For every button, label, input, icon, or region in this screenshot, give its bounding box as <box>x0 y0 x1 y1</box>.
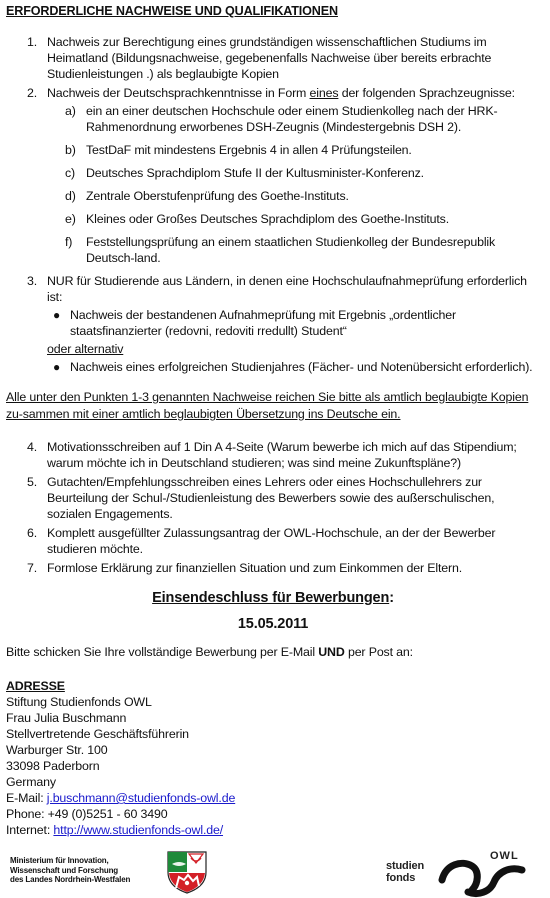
sub-letter: e) <box>65 212 76 226</box>
sub-letter: b) <box>65 143 76 157</box>
address-line: Germany <box>6 775 56 789</box>
item-text: NUR für Studierende aus Ländern, in denen eine Hochschulaufnahmeprüfung erforderlich ist: <box>47 274 527 304</box>
logo-owl-text: OWL <box>490 850 519 862</box>
email-link[interactable]: j.buschmann@studienfonds-owl.de <box>46 791 236 805</box>
sub-text: TestDaF mit mindestens Ergebnis 4 in allen 4 Prüfungsteilen. <box>86 143 412 157</box>
list-item-6 <box>6 525 540 557</box>
deadline-date: 15.05.2011 <box>237 616 309 632</box>
address-line: 33098 Paderborn <box>6 759 100 773</box>
sub-text: Kleines oder Großes Deutsches Sprachdiplom des Goethe-Instituts. <box>86 212 449 226</box>
instruction-pre: Bitte schicken Sie Ihre vollständige Bewerbung per E-Mail <box>6 645 319 659</box>
address-line: Warburger Str. 100 <box>6 743 108 757</box>
item-text: Formlose Erklärung zur finanziellen Situation und zum Einkommen der Eltern. <box>47 561 463 575</box>
additional-documents-list <box>6 439 540 576</box>
item-text: Nachweis zur Berechtigung eines grundständigen wissenschaftlichen Studiums im Heimatland (Bildungsnachweise, gegebenenfalls Nachweise über bereits erbrachte Studienleistungen .) als beglaubigte Kopien <box>47 35 492 81</box>
item-text: Gutachten/Empfehlungsschreiben eines Lehrers oder eines Hochschullehrers zur Beurteilung der Schul-/Studienleistung des Bewerbers sowie des außerschulischen, sozialen Engagements. <box>47 475 495 521</box>
item-number: 2. <box>27 86 38 100</box>
list-item-4 <box>6 439 540 471</box>
bullet-text: Nachweis eines erfolgreichen Studienjahres (Fächer- und Notenübersicht erforderlich). <box>70 360 533 374</box>
item-number: 4. <box>27 440 38 454</box>
bullet-item <box>47 359 540 375</box>
sub-item-c <box>47 165 540 181</box>
bullet-item <box>47 307 540 339</box>
ministry-line: des Landes Nordrhein-Westfalen <box>10 875 131 884</box>
internet-line <box>6 822 540 838</box>
footer-logos <box>0 848 550 898</box>
sub-letter: a) <box>65 104 76 118</box>
email-line <box>6 790 540 806</box>
list-item-3 <box>6 273 540 375</box>
sub-text: Deutsches Sprachdiplom Stufe II der Kultusminister-Konferenz. <box>86 166 424 180</box>
sub-text: Zentrale Oberstufenprüfung des Goethe-Instituts. <box>86 189 349 203</box>
alternative-label: oder alternativ <box>47 342 124 356</box>
item-text-emphasis: eines <box>309 86 339 100</box>
item-text: Komplett ausgefüllter Zulassungsantrag der OWL-Hochschule, an der der Bewerber studieren möchte. <box>47 526 496 556</box>
deadline-title-text: Einsendeschluss für Bewerbungen <box>152 590 390 606</box>
bullet-icon: ● <box>53 360 61 374</box>
address-line: Stellvertretende Geschäftsführerin <box>6 727 189 741</box>
ministry-line: Ministerium für Innovation, <box>10 856 109 865</box>
sub-item-d <box>47 188 540 204</box>
sub-text: ein an einer deutschen Hochschule oder einem Studienkolleg nach der HRK-Rahmenordnung erworbenes DSH-Zeugnis (Mindestergebnis DSH 2). <box>86 104 498 134</box>
sub-item-f <box>47 234 540 266</box>
nrw-coat-of-arms-icon <box>164 850 210 894</box>
logo-word: fonds <box>386 872 416 884</box>
email-label: E-Mail: <box>6 791 47 805</box>
item-text-post: der folgenden Sprachzeugnisse: <box>338 86 515 100</box>
address-heading: ADRESSE <box>6 679 65 693</box>
list-item-7 <box>6 560 540 576</box>
list-item-5 <box>6 474 540 522</box>
item-number: 3. <box>27 274 38 288</box>
address-line: Frau Julia Buschmann <box>6 711 127 725</box>
sub-item-a <box>47 103 540 135</box>
sub-letter: c) <box>65 166 76 180</box>
sub-letter: f) <box>65 235 73 249</box>
logo-words <box>386 860 424 884</box>
submission-instruction <box>6 644 540 660</box>
instruction-emphasis: UND <box>318 645 345 659</box>
item-number: 7. <box>27 561 38 575</box>
address-block <box>6 678 540 838</box>
item-text-pre: Nachweis der Deutschsprachkenntnisse in Form <box>47 86 310 100</box>
entrance-exam-list <box>47 307 540 339</box>
ministry-line: Wissenschaft und Forschung <box>10 865 119 875</box>
website-link[interactable]: http://www.studienfonds-owl.de/ <box>53 823 224 837</box>
sub-text: Feststellungsprüfung an einem staatlichen Studienkolleg der Bundesrepublik Deutsch-land. <box>86 235 496 265</box>
sub-item-e <box>47 211 540 227</box>
ministry-logo-text <box>10 856 130 885</box>
studienfonds-owl-logo-icon <box>438 856 528 898</box>
deadline-colon: : <box>389 590 394 606</box>
certified-copies-note: Alle unter den Punkten 1-3 genannten Nachweise reichen Sie bitte als amtlich beglaubigte Kopien zu-sammen mit einer amtlich beglaubigten Übersetzung ins Deutsche ein. <box>6 390 529 421</box>
item-number: 5. <box>27 475 38 489</box>
phone-line: Phone: +49 (0)5251 - 60 3490 <box>6 807 168 821</box>
deadline-title <box>6 590 540 606</box>
bullet-text: Nachweis der bestandenen Aufnahmeprüfung mit Ergebnis „ordentlicher staatsfinanzierter (redovni, redoviti rredullt) Student“ <box>70 308 456 338</box>
sub-letter: d) <box>65 189 76 203</box>
section-heading: ERFORDERLICHE NACHWEISE UND QUALIFIKATIONEN <box>6 4 338 18</box>
logo-word: studien <box>386 860 425 872</box>
language-certificates-list <box>47 103 540 266</box>
item-number: 6. <box>27 526 38 540</box>
list-item-1 <box>6 34 540 82</box>
internet-label: Internet: <box>6 823 54 837</box>
requirements-list <box>6 34 540 375</box>
item-number: 1. <box>27 35 38 49</box>
bullet-icon: ● <box>53 308 61 322</box>
address-line: Stiftung Studienfonds OWL <box>6 695 152 709</box>
item-text: Motivationsschreiben auf 1 Din A 4-Seite (Warum bewerbe ich mich auf das Stipendium; warum möchte ich in Deutschland studieren; was sind meine Zukunftspläne?) <box>47 440 517 470</box>
list-item-2 <box>6 85 540 266</box>
alternative-list <box>47 359 540 375</box>
sub-item-b <box>47 142 540 158</box>
instruction-post: per Post an: <box>344 645 413 659</box>
document-page <box>6 4 540 838</box>
